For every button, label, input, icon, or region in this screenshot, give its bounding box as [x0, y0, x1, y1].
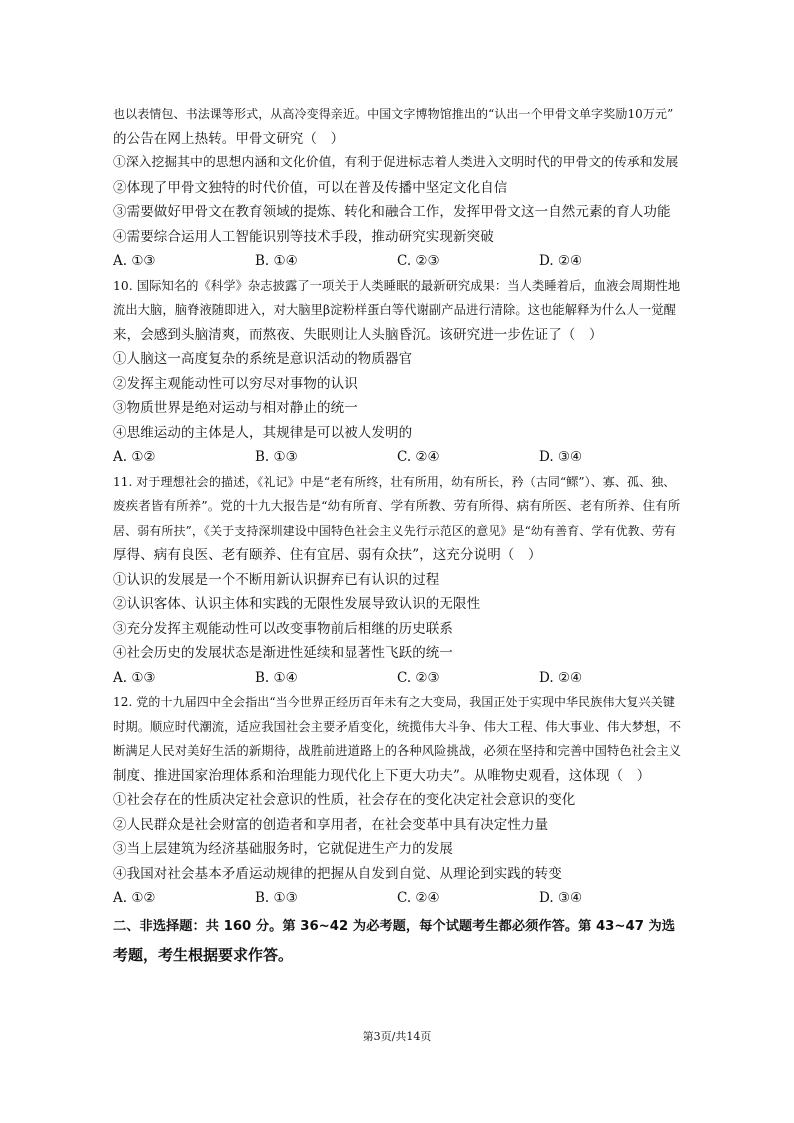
- section-heading: [113, 913, 681, 969]
- section-heading-line: 考题，考生根据要求作答。: [113, 945, 294, 964]
- page-number: 第3页/共14页: [362, 1030, 432, 1043]
- option-a: A. ①③: [113, 253, 156, 269]
- option-c: C. ②④: [397, 449, 440, 465]
- answer-options: [113, 886, 681, 911]
- statement-2: ②认识客体、认识主体和实践的无限性发展导致认识的无限性: [113, 596, 481, 612]
- statement-2: ②人民群众是社会财富的创造者和享用者，在社会变革中具有决定性力量: [113, 816, 549, 833]
- option-a: A. ①②: [113, 890, 156, 906]
- option-b: B. ①③: [255, 890, 298, 906]
- option-a: A. ①②: [113, 449, 156, 465]
- question-text-line: 居、弱有所扶”，《关于支持深圳建设中国特色社会主义先行示范区的意见》是“幼有善育、学有优教、劳有: [113, 523, 677, 538]
- option-c: C. ②④: [397, 890, 440, 906]
- question-text-line: 厚得、病有良医、老有颐养、住有宜居、弱有众扶”，这充分说明（ ）: [113, 547, 542, 563]
- question-text-line: 时期。顺应时代潮流，适应我国社会主要矛盾变化，统揽伟大斗争、伟大工程、伟大事业、伟大梦想，不: [113, 719, 682, 734]
- answer-options: [113, 666, 681, 691]
- question-text-line: 也以表情包、书法课等形式，从高冷变得亲近。中国文字博物馆推出的“认出一个甲骨文单字奖励10万元”: [113, 107, 674, 121]
- statement-2: ②体现了甲骨文独特的时代价值，可以在普及传播中坚定文化自信: [113, 179, 508, 196]
- statement-4: ④需要综合运用人工智能识别等技术手段，推动研究实现新突破: [113, 228, 494, 245]
- option-c: C. ②③: [397, 253, 440, 269]
- statement-3: ③充分发挥主观能动性可以改变事物前后相继的历史联系: [113, 620, 453, 637]
- option-b: B. ①④: [255, 669, 298, 686]
- question-text-line: 流出大脑，脑脊液随即进入，对大脑里β淀粉样蛋白等代谢副产品进行清除。这也能解释为什么人一觉醒: [113, 303, 676, 317]
- option-a: A. ①③: [113, 669, 156, 686]
- statement-1: ①社会存在的性质决定社会意识的性质，社会存在的变化决定社会意识的变化: [113, 792, 576, 808]
- option-d: D. ②④: [539, 253, 583, 269]
- question-11: [113, 470, 681, 691]
- question-text-line: 11. 对于理想社会的描述，《礼记》中是“老有所终，壮有所用，幼有所长，矜（古同“鳏”）、寡、孤、独、: [113, 474, 676, 489]
- page-content: [113, 102, 681, 969]
- question-9-continued: [113, 102, 681, 274]
- option-b: B. ①④: [255, 253, 298, 269]
- statement-1: ①深入挖掘其中的思想内涵和文化价值，有利于促进标志着人类进入文明时代的甲骨文的传承和发展: [113, 155, 679, 170]
- statement-2: ②发挥主观能动性可以穷尽对事物的认识: [113, 375, 358, 392]
- question-text-line: 来，会感到头脑清爽，而熬夜、失眠则让人头脑昏沉。该研究进一步佐证了（ ）: [113, 326, 603, 343]
- option-b: B. ①③: [255, 449, 298, 465]
- question-text-line: 废疾者皆有所养”。党的十九大报告是“幼有所育、学有所教、劳有所得、病有所医、老有所养、住有所: [113, 498, 681, 513]
- statement-1: ①认识的发展是一个不断用新认识摒弃已有认识的过程: [113, 571, 440, 588]
- question-text-line: 制度、推进国家治理体系和治理能力现代化上下更大功夫”。从唯物史观看，这体现（ ）: [113, 767, 651, 784]
- statement-3: ③当上层建筑为经济基础服务时，它就促进生产力的发展: [113, 841, 453, 857]
- option-d: D. ③④: [539, 449, 583, 465]
- question-text-line: 断满足人民对美好生活的新期待，战胜前进道路上的各种风险挑战，必须在坚持和完善中国特色社会主义: [113, 744, 682, 758]
- option-d: D. ②④: [539, 669, 583, 686]
- option-c: C. ②③: [397, 669, 440, 686]
- answer-options: [113, 445, 681, 470]
- statement-3: ③需要做好甲骨文在教育领域的提炼、转化和融合工作，发挥甲骨文这一自然元素的育人功能: [113, 204, 671, 220]
- statement-1: ①人脑这一高度复杂的系统是意识活动的物质器官: [113, 351, 413, 367]
- question-12: [113, 690, 681, 911]
- answer-options: [113, 249, 681, 274]
- statement-4: ④我国对社会基本矛盾运动规律的把握从自发到自觉、从理论到实践的转变: [113, 865, 562, 882]
- statement-4: ④社会历史的发展状态是渐进性延续和显著性飞跃的统一: [113, 645, 453, 661]
- statement-3: ③物质世界是绝对运动与相对静止的统一: [113, 400, 358, 416]
- question-10: [113, 274, 681, 470]
- question-text-line: 10. 国际知名的《科学》杂志披露了一项关于人类睡眠的最新研究成果：当人类睡着后，血液会周期性地: [113, 278, 681, 293]
- statement-4: ④思维运动的主体是人，其规律是可以被人发明的: [113, 424, 413, 441]
- question-text-line: 的公告在网上热转。甲骨文研究（ ）: [113, 130, 345, 147]
- section-heading-line: 二、非选择题：共 160 分。第 36~42 为必考题，每个试题考生都必须作答。第 43~47 为选: [113, 918, 676, 934]
- option-d: D. ③④: [539, 890, 583, 906]
- question-text-line: 12. 党的十九届四中全会指出“当今世界正经历百年未有之大变局，我国正处于实现中华民族伟大复兴关键: [113, 695, 675, 709]
